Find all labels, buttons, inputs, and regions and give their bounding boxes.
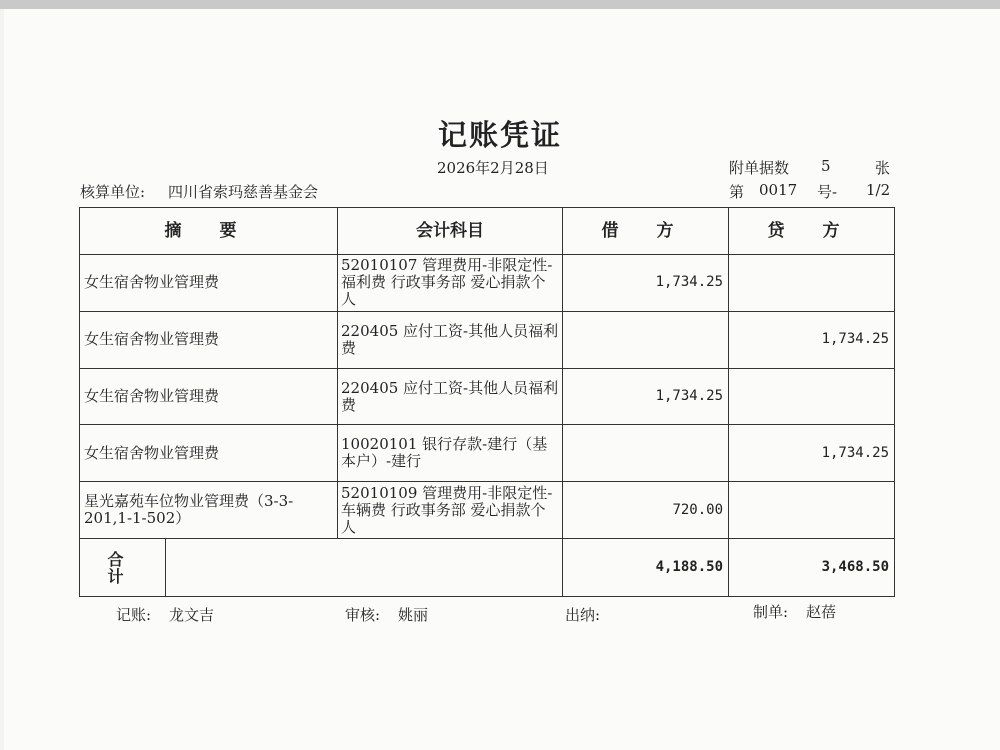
row-debit: 720.00 — [563, 482, 729, 539]
row-credit: 1,734.25 — [729, 425, 895, 482]
row-account: 52010109 管理费用-非限定性-车辆费 行政事务部 爱心捐款个人 — [338, 482, 563, 539]
row-account: 220405 应付工资-其他人员福利费 — [338, 368, 563, 425]
unit-name: 四川省索玛慈善基金会 — [168, 183, 319, 201]
preparer-name: 赵蓓 — [806, 603, 837, 621]
total-row — [80, 539, 895, 597]
row-credit — [729, 255, 895, 312]
row-debit: 1,734.25 — [563, 368, 729, 425]
table-header-row — [80, 208, 895, 255]
bookkeeper-name: 龙文吉 — [169, 606, 215, 624]
scan-top-edge — [0, 0, 1000, 9]
unit-label: 核算单位: — [80, 183, 146, 201]
row-credit — [729, 482, 895, 539]
bookkeeper-label: 记账: — [116, 606, 152, 624]
row-credit: 1,734.25 — [729, 311, 895, 368]
row-debit — [563, 311, 729, 368]
voucher-date: 2026年2月28日 — [437, 159, 549, 177]
row-debit — [563, 425, 729, 482]
voucher-title: 记账凭证 — [437, 118, 562, 152]
preparer-label: 制单: — [753, 603, 789, 621]
table-row — [80, 368, 895, 425]
row-summary: 女生宿舍物业管理费 — [80, 255, 338, 312]
attachments-label: 附单据数 — [729, 159, 790, 177]
header-account: 会计科目 — [338, 208, 563, 255]
reviewer-name: 姚丽 — [398, 606, 429, 624]
reviewer-label: 审核: — [345, 606, 381, 624]
header-summary: 摘 要 — [80, 208, 338, 255]
header-credit: 贷 方 — [729, 208, 895, 255]
row-debit: 1,734.25 — [563, 255, 729, 312]
attachments-unit: 张 — [875, 159, 891, 177]
table-row — [80, 311, 895, 368]
table-row — [80, 482, 895, 539]
voucher-number-prefix: 第 — [729, 183, 745, 201]
attachments-count: 5 — [821, 157, 831, 175]
table-row — [80, 255, 895, 312]
row-account: 52010107 管理费用-非限定性-福利费 行政事务部 爱心捐款个人 — [338, 255, 563, 312]
row-credit — [729, 368, 895, 425]
total-debit: 4,188.50 — [563, 539, 729, 597]
voucher-number-suffix: 号- — [817, 183, 838, 201]
row-summary: 星光嘉苑车位物业管理费（3-3-201,1-1-502） — [80, 482, 338, 539]
table-row — [80, 425, 895, 482]
total-credit: 3,468.50 — [729, 539, 895, 597]
total-blank — [166, 539, 563, 597]
row-summary: 女生宿舍物业管理费 — [80, 368, 338, 425]
voucher-number: 0017 — [759, 181, 798, 199]
row-summary: 女生宿舍物业管理费 — [80, 425, 338, 482]
total-label: 合 计 — [80, 539, 166, 597]
row-account: 220405 应付工资-其他人员福利费 — [338, 311, 563, 368]
voucher-page: 1/2 — [866, 181, 891, 199]
row-summary: 女生宿舍物业管理费 — [80, 311, 338, 368]
header-debit: 借 方 — [563, 208, 729, 255]
row-account: 10020101 银行存款-建行（基本户）-建行 — [338, 425, 563, 482]
cashier-label: 出纳: — [565, 606, 601, 624]
voucher-table — [79, 207, 895, 597]
